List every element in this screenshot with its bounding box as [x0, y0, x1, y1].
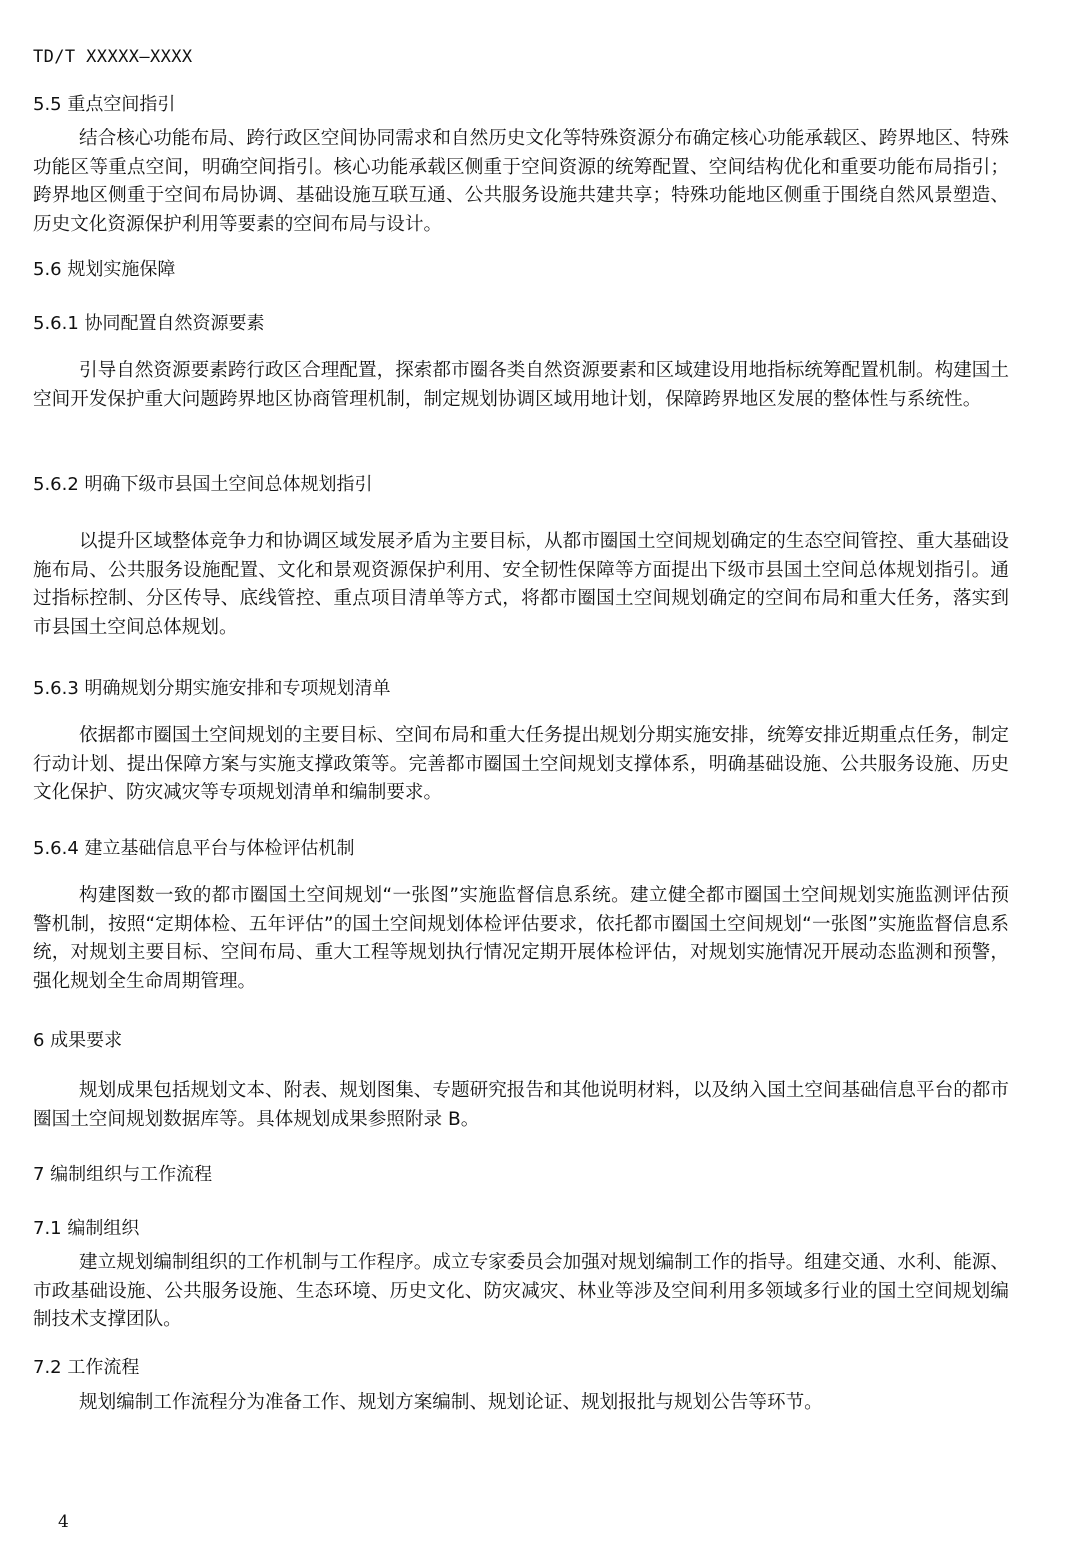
- section-5-5-heading: 5.5 重点空间指引: [33, 94, 176, 115]
- section-7-heading: 7 编制组织与工作流程: [33, 1164, 213, 1185]
- section-7-1-heading: 7.1 编制组织: [33, 1218, 140, 1239]
- section-5-6-2-body: 以提升区域整体竞争力和协调区域发展矛盾为主要目标，从都市圈国土空间规划确定的生态空间管控、重大基础设施布局、公共服务设施配置、文化和景观资源保护利用、安全韧性保障等方面提出下级市县国土空间总体规划指引。通过指标控制、分区传导、底线管控、重点项目清单等方式，将都市圈国土空间规划确定的空间布局和重大任务，落实到市县国土空间总体规划。: [33, 531, 1009, 638]
- section-5-6-1-body: 引导自然资源要素跨行政区合理配置，探索都市圈各类自然资源要素和区域建设用地指标统筹配置机制。构建国土空间开发保护重大问题跨界地区协商管理机制，制定规划协调区域用地计划，保障跨界地区发展的整体性与系统性。: [33, 360, 1009, 410]
- page-number: 4: [58, 1512, 69, 1532]
- section-5-5-body: 结合核心功能布局、跨行政区空间协同需求和自然历史文化等特殊资源分布确定核心功能承载区、跨界地区、特殊功能区等重点空间，明确空间指引。核心功能承载区侧重于空间资源的统筹配置、空间结构优化和重要功能布局指引；跨界地区侧重于空间布局协调、基础设施互联互通、公共服务设施共建共享；特殊功能地区侧重于围绕自然风景塑造、历史文化资源保护利用等要素的空间布局与设计。: [33, 128, 1009, 235]
- section-5-6-heading: 5.6 规划实施保障: [33, 259, 176, 280]
- section-5-6-2-heading: 5.6.2 明确下级市县国土空间总体规划指引: [33, 474, 373, 495]
- section-7-1-body: 建立规划编制组织的工作机制与工作程序。成立专家委员会加强对规划编制工作的指导。组建交通、水利、能源、市政基础设施、公共服务设施、生态环境、历史文化、防灾减灾、林业等涉及空间利用多领域多行业的国土空间规划编制技术支撑团队。: [33, 1252, 1009, 1330]
- section-6-body: 规划成果包括规划文本、附表、规划图集、专题研究报告和其他说明材料，以及纳入国土空间基础信息平台的都市圈国土空间规划数据库等。具体规划成果参照附录 B。: [33, 1080, 1009, 1130]
- section-7-2-heading: 7.2 工作流程: [33, 1357, 140, 1378]
- section-5-6-3-body: 依据都市圈国土空间规划的主要目标、空间布局和重大任务提出规划分期实施安排，统筹安排近期重点任务，制定行动计划、提出保障方案与实施支撑政策等。完善都市圈国土空间规划支撑体系，明确基础设施、公共服务设施、历史文化保护、防灾减灾等专项规划清单和编制要求。: [33, 725, 1009, 803]
- section-7-2-body: 规划编制工作流程分为准备工作、规划方案编制、规划论证、规划报批与规划公告等环节。: [79, 1392, 823, 1413]
- section-5-6-1-heading: 5.6.1 协同配置自然资源要素: [33, 313, 265, 334]
- section-6-heading: 6 成果要求: [33, 1030, 123, 1051]
- section-5-6-3-heading: 5.6.3 明确规划分期实施安排和专项规划清单: [33, 678, 391, 699]
- document-code: TD/T XXXXX—XXXX: [33, 47, 193, 67]
- section-5-6-4-heading: 5.6.4 建立基础信息平台与体检评估机制: [33, 838, 355, 859]
- section-5-6-4-body: 构建图数一致的都市圈国土空间规划“一张图”实施监督信息系统。建立健全都市圈国土空间规划实施监测评估预警机制，按照“定期体检、五年评估”的国土空间规划体检评估要求，依托都市圈国土空间规划“一张图”实施监督信息系统，对规划主要目标、空间布局、重大工程等规划执行情况定期开展体检评估，对规划实施情况开展动态监测和预警，强化规划全生命周期管理。: [33, 885, 1009, 992]
